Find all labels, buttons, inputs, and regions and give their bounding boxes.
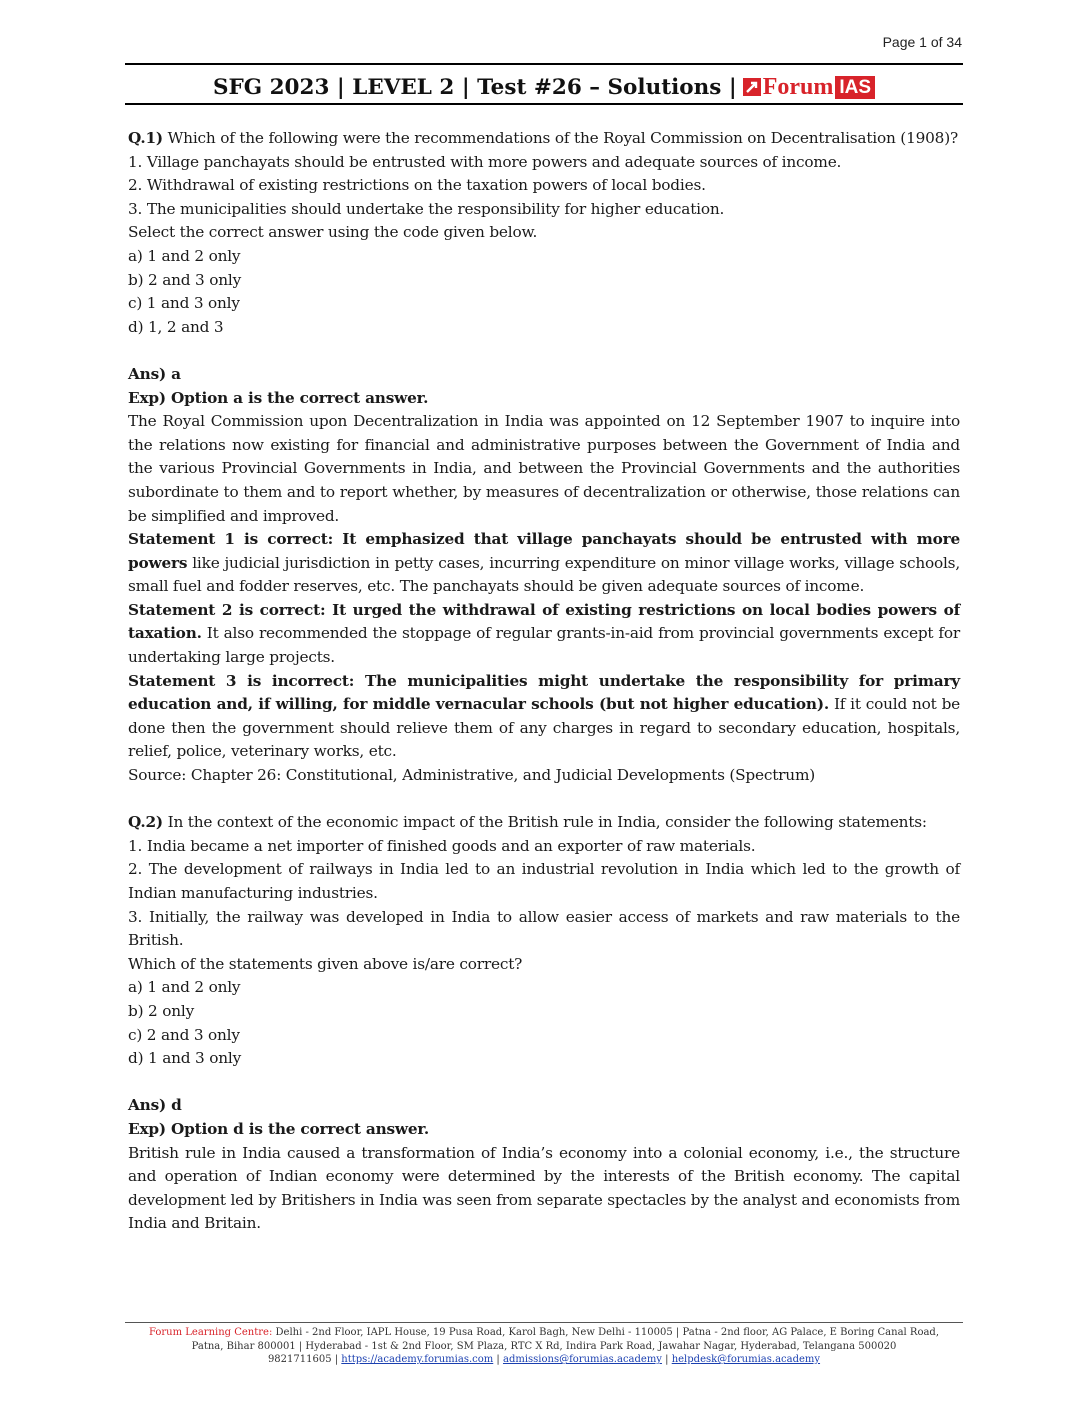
forumias-logo bbox=[743, 74, 875, 101]
q1-explanation-heading: Exp) Option a is the correct answer. bbox=[128, 388, 429, 407]
footer-phone: 9821711605 | bbox=[267, 1354, 342, 1366]
q2-label: Q.2) bbox=[128, 813, 163, 832]
helpdesk-email-link[interactable]: helpdesk@forumias.academy bbox=[671, 1354, 821, 1366]
q1-answer: Ans) a bbox=[128, 364, 181, 383]
q2-answer: Ans) d bbox=[128, 1096, 182, 1115]
q2-prompt: Which of the statements given above is/are correct? bbox=[128, 954, 523, 973]
arrow-logo-icon bbox=[743, 78, 761, 96]
q1-statement-1-explanation: Statement 1 is correct: It emphasized that village panchayats should be entrusted with more powers like judicial jurisdiction in petty cases, incurring expenditure on minor village works, village schools, small fuel and fodder reserves, etc. The panchayats should be given adequate sources of income. bbox=[128, 530, 960, 596]
q2-question: Q.2) In the context of the economic impact of the British rule in India, consider the following statements: bbox=[128, 813, 927, 832]
q2-option-a: a) 1 and 2 only bbox=[128, 978, 241, 997]
q1-option-d: d) 1, 2 and 3 bbox=[128, 317, 224, 336]
q1-option-a: a) 1 and 2 only bbox=[128, 246, 241, 265]
q1-statement: 3. The municipalities should undertake the responsibility for higher education. bbox=[128, 199, 725, 218]
q2-statement: 2. The development of railways in India led to an industrial revolution in India which led to the growth of Indian manufacturing industries. bbox=[128, 860, 960, 902]
q1-prompt: Select the correct answer using the code given below. bbox=[128, 223, 538, 242]
q2-option-b: b) 2 only bbox=[128, 1001, 195, 1020]
logo-forum-text: Forum bbox=[762, 73, 834, 100]
footer-address-line-2: Patna, Bihar 800001 | Hyderabad - 1st & 2nd Floor, SM Plaza, RTC X Rd, Indira Park Road, Jawahar Nagar, Hyderabad, Telangana 500020 bbox=[191, 1340, 897, 1352]
q1-option-b: b) 2 and 3 only bbox=[128, 270, 242, 289]
document-body bbox=[128, 127, 960, 1236]
q2-statement: 3. Initially, the railway was developed in India to allow easier access of markets and raw materials to the British. bbox=[128, 907, 960, 950]
admissions-email-link[interactable]: admissions@forumias.academy bbox=[502, 1354, 662, 1366]
q2-explanation-intro: British rule in India caused a transformation of India’s economy into a colonial economy, i.e., the structure and operation of Indian economy were determined by the interests of the British economy. The capital development led by Britishers in India was seen from separate spectacles by the analyst and economists from India and Britain. bbox=[128, 1143, 960, 1233]
page-footer bbox=[125, 1322, 963, 1367]
header-top-rule bbox=[125, 63, 963, 65]
q1-question: Q.1) Which of the following were the recommendations of the Royal Commission on Decentralisation (1908)? bbox=[128, 129, 958, 147]
q2-option-d: d) 1 and 3 only bbox=[128, 1049, 242, 1068]
q1-statement-2-explanation: Statement 2 is correct: It urged the withdrawal of existing restrictions on local bodies powers of taxation. It also recommended the stoppage of regular grants-in-aid from provincial governments except for undertaking large projects. bbox=[128, 600, 960, 667]
header-bottom-rule bbox=[125, 103, 963, 105]
header-title: SFG 2023 | LEVEL 2 | Test #26 – Solutions | bbox=[212, 74, 737, 100]
q2-explanation-heading: Exp) Option d is the correct answer. bbox=[128, 1119, 430, 1138]
q2-option-c: c) 2 and 3 only bbox=[128, 1025, 240, 1044]
document-header bbox=[125, 70, 963, 104]
logo-ias-text: IAS bbox=[835, 76, 875, 99]
footer-address-line-1: Forum Learning Centre: Delhi - 2nd Floor, IAPL House, 19 Pusa Road, Karol Bagh, New Delhi - 110005 | Patna - 2nd floor, AG Palace, E Boring Canal Road, bbox=[148, 1327, 940, 1338]
q1-explanation-intro: The Royal Commission upon Decentralization in India was appointed on 12 September 1907 to inquire into the relations now existing for financial and administrative purposes between the Government of India and the various Provincial Governments in India, and between the Provincial Governments and the authorities subordinate to them and to report whether, by measures of decentralization or otherwise, those relations can be simplified and improved. bbox=[128, 412, 960, 525]
academy-link[interactable]: https://academy.forumias.com bbox=[341, 1354, 494, 1366]
q1-label: Q.1) bbox=[128, 129, 163, 147]
q1-statement: 1. Village panchayats should be entrusted with more powers and adequate sources of income. bbox=[128, 152, 842, 171]
q1-option-c: c) 1 and 3 only bbox=[128, 294, 240, 313]
q1-statement: 2. Withdrawal of existing restrictions on the taxation powers of local bodies. bbox=[128, 176, 706, 195]
q2-statement: 1. India became a net importer of finished goods and an exporter of raw materials. bbox=[128, 836, 756, 855]
q1-source: Source: Chapter 26: Constitutional, Administrative, and Judicial Developments (Spectrum) bbox=[128, 766, 816, 785]
footer-brand: Forum Learning Centre: bbox=[148, 1327, 273, 1338]
page-number: Page 1 of 34 bbox=[882, 34, 962, 50]
q1-statement-3-explanation: Statement 3 is incorrect: The municipalities might undertake the responsibility for primary education and, if willing, for middle vernacular schools (but not higher education). If it could not be done then the government should relieve them of any charges in regard to secondary education, hospitals, relief, police, veterinary works, etc. bbox=[128, 671, 961, 761]
footer-contact-line: 9821711605 | https://academy.forumias.com | admissions@forumias.academy | helpdesk@forumias.academy bbox=[267, 1354, 821, 1366]
